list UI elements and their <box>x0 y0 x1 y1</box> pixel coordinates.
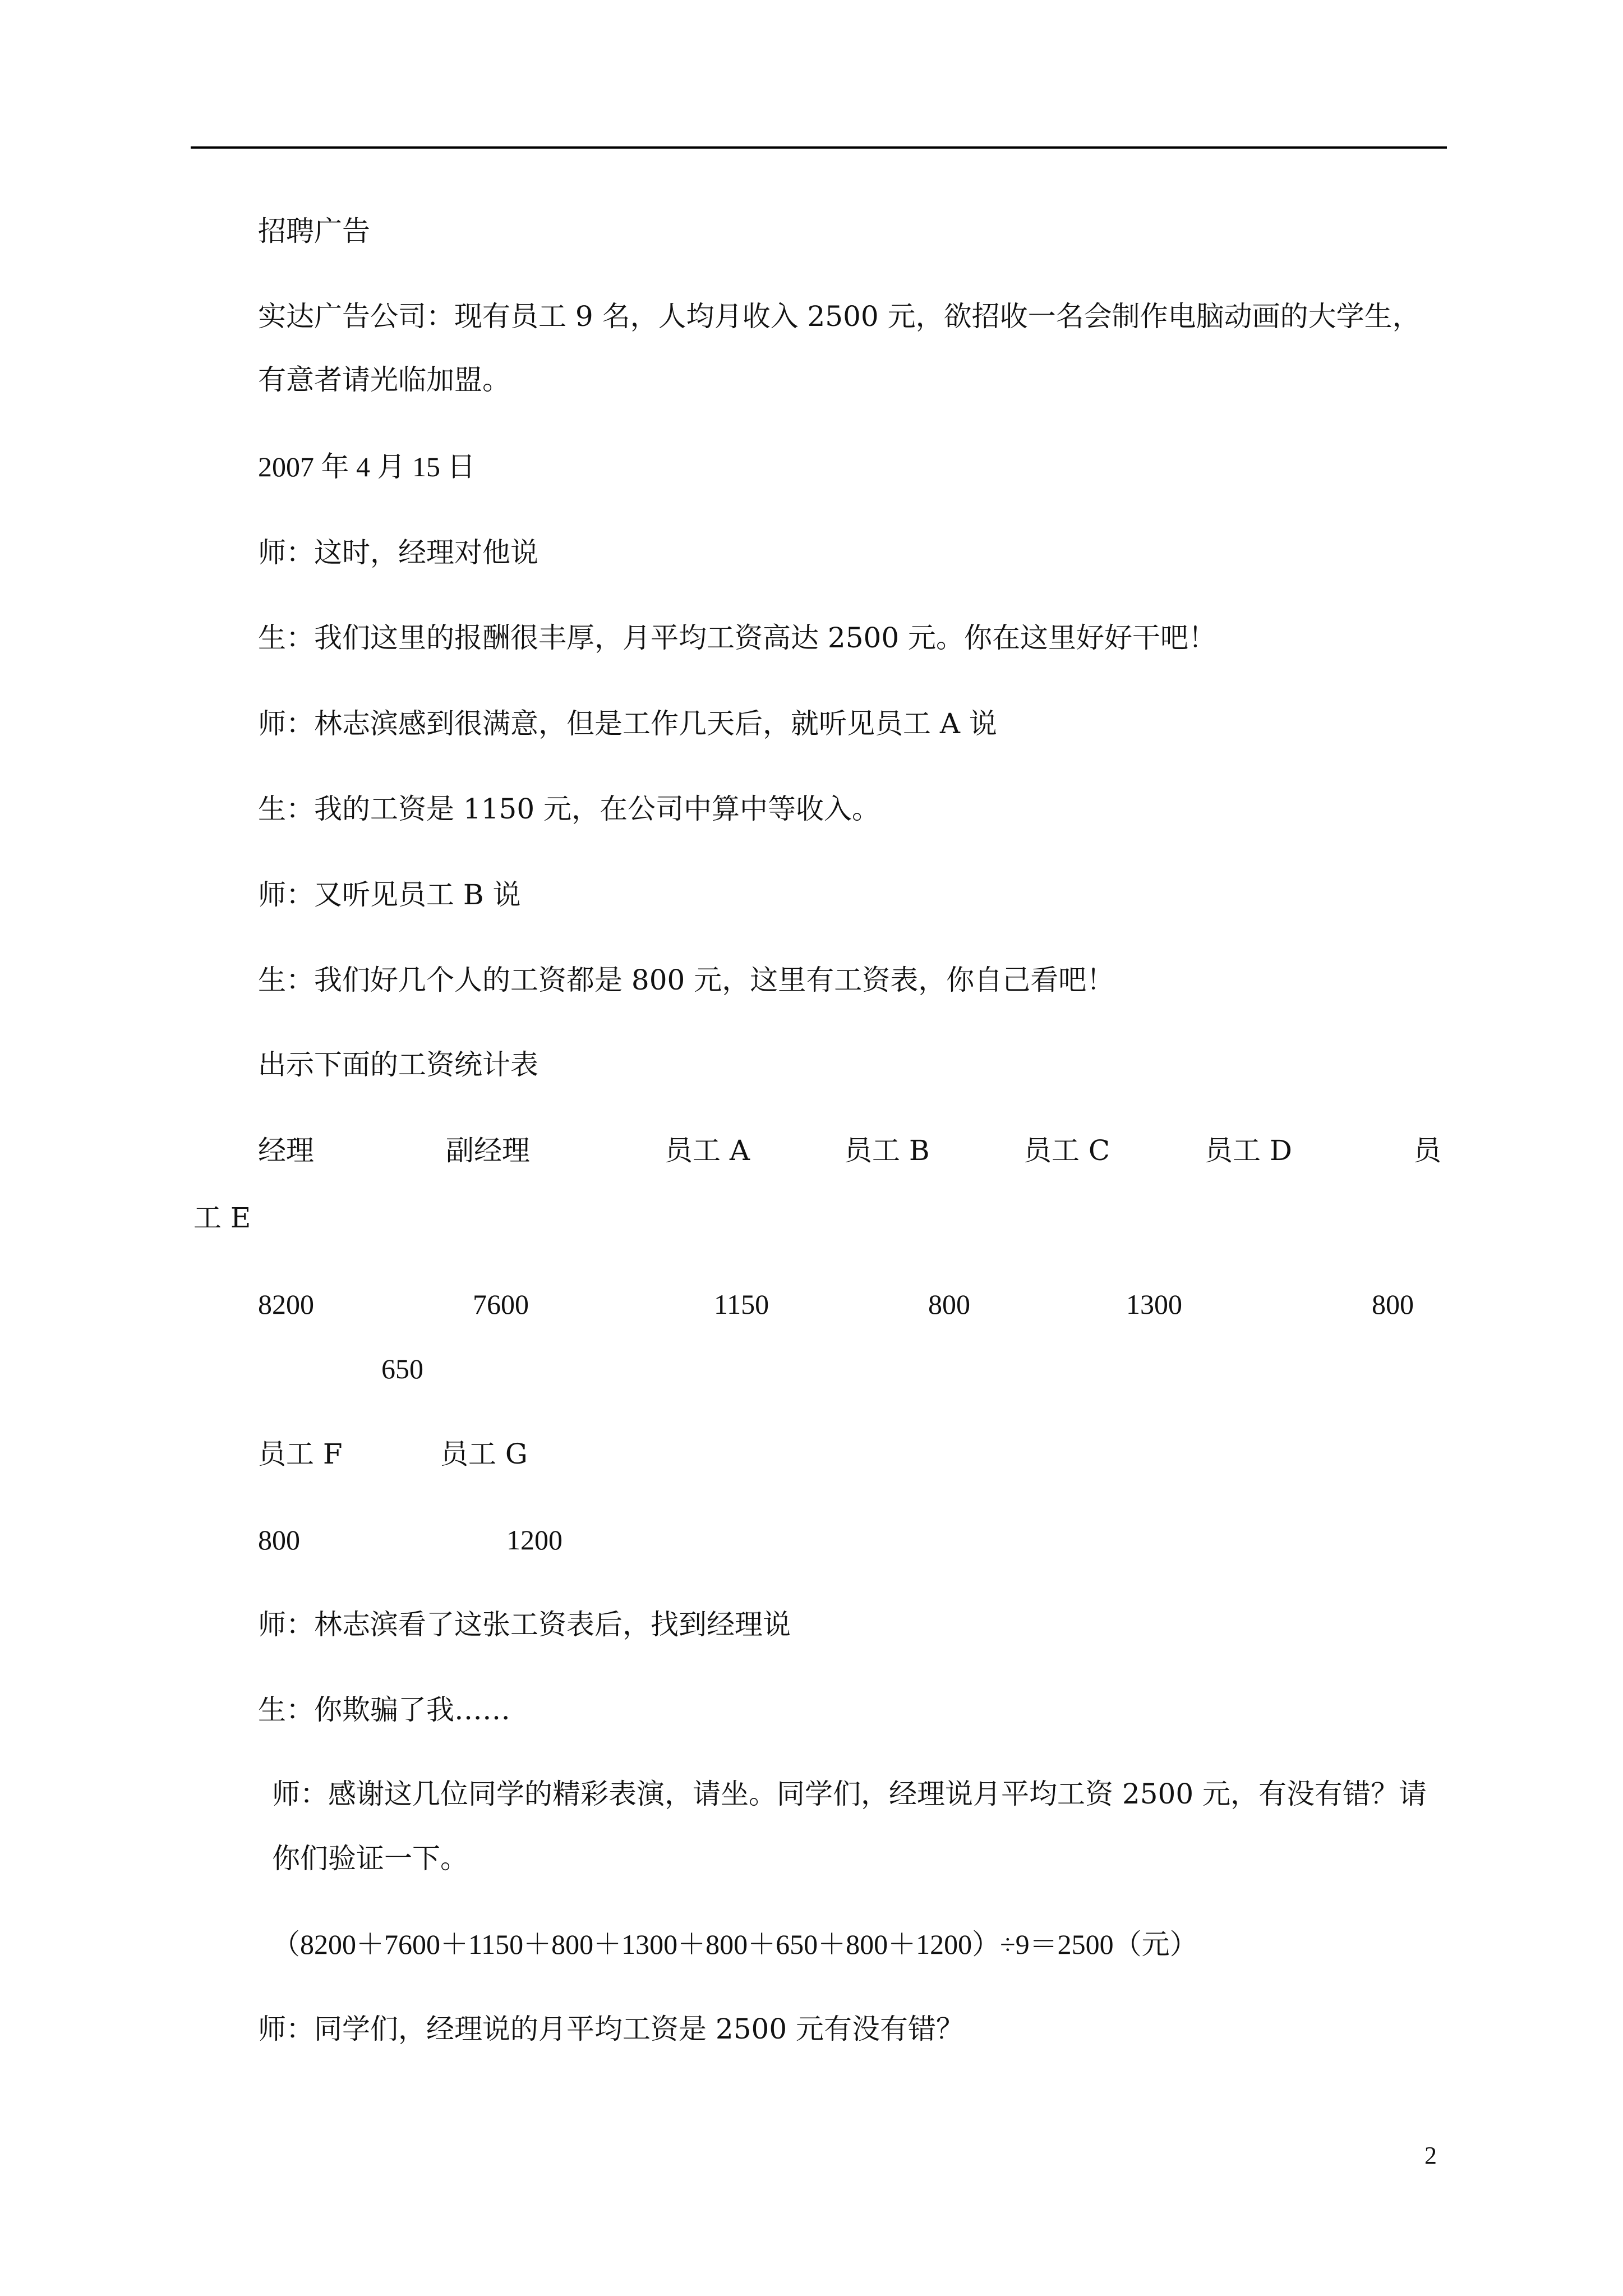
salary-header-employee-d: 员工 D <box>1205 1134 1292 1167</box>
salary-value: 800 <box>258 1524 300 1556</box>
salary-value: 800 <box>928 1289 970 1320</box>
salary-value: 800 <box>1372 1289 1414 1320</box>
ad-body-line-1: 实达广告公司：现有员工 9 名，人均月收入 2500 元，欲招收一名会制作电脑动画的大学生， <box>258 300 1421 333</box>
salary-header-deputy-manager: 副经理 <box>446 1134 530 1167</box>
salary-header-manager: 经理 <box>258 1134 314 1167</box>
ad-body-line-2: 有意者请光临加盟。 <box>258 364 510 396</box>
salary-header-employee-c: 员工 C <box>1023 1134 1110 1167</box>
salary-header-employee-b: 员工 B <box>844 1134 930 1167</box>
salary-value: 8200 <box>258 1289 314 1320</box>
dialogue-line: 生：我的工资是 1150 元，在公司中算中等收入。 <box>258 793 880 825</box>
dialogue-line: 你们验证一下。 <box>272 1842 468 1875</box>
calculation-formula: （8200＋7600＋1150＋800＋1300＋800＋650＋800＋1200）÷9＝2500（元） <box>272 1929 1198 1960</box>
ad-date: 2007 年 4 月 15 日 <box>258 451 476 482</box>
salary-value: 7600 <box>473 1289 529 1320</box>
dialogue-line: 师：感谢这几位同学的精彩表演，请坐。同学们，经理说月平均工资 2500 元，有没有错？请 <box>272 1778 1427 1810</box>
dialogue-line: 师：这时，经理对他说 <box>258 536 538 569</box>
dialogue-line: 生：我们这里的报酬很丰厚，月平均工资高达 2500 元。你在这里好好干吧！ <box>258 622 1217 654</box>
salary-header-employee-g: 员工 G <box>440 1438 528 1470</box>
salary-header-employee-f: 员工 F <box>258 1438 343 1470</box>
dialogue-line: 师：林志滨感到很满意，但是工作几天后，就听见员工 A 说 <box>258 707 997 740</box>
salary-header-employee-e-part1: 员 <box>1413 1134 1441 1167</box>
salary-header-employee-a: 员工 A <box>665 1134 750 1167</box>
dialogue-line: 生：你欺骗了我…… <box>258 1694 510 1726</box>
ad-title: 招聘广告 <box>258 215 370 247</box>
salary-value: 1200 <box>506 1524 562 1556</box>
dialogue-line: 出示下面的工资统计表 <box>258 1048 538 1081</box>
salary-value: 1150 <box>714 1289 769 1320</box>
dialogue-line: 师：又听见员工 B 说 <box>258 878 521 911</box>
salary-header-employee-e-part2: 工 E <box>193 1202 251 1234</box>
dialogue-line: 师：林志滨看了这张工资表后，找到经理说 <box>258 1608 791 1641</box>
dialogue-line: 生：我们好几个人的工资都是 800 元，这里有工资表，你自己看吧！ <box>258 964 1115 996</box>
page-number: 2 <box>1424 2142 1437 2169</box>
salary-value: 650 <box>381 1353 423 1384</box>
dialogue-line: 师：同学们，经理说的月平均工资是 2500 元有没有错？ <box>258 2013 965 2045</box>
salary-value: 1300 <box>1126 1289 1182 1320</box>
header-rule <box>191 146 1447 149</box>
